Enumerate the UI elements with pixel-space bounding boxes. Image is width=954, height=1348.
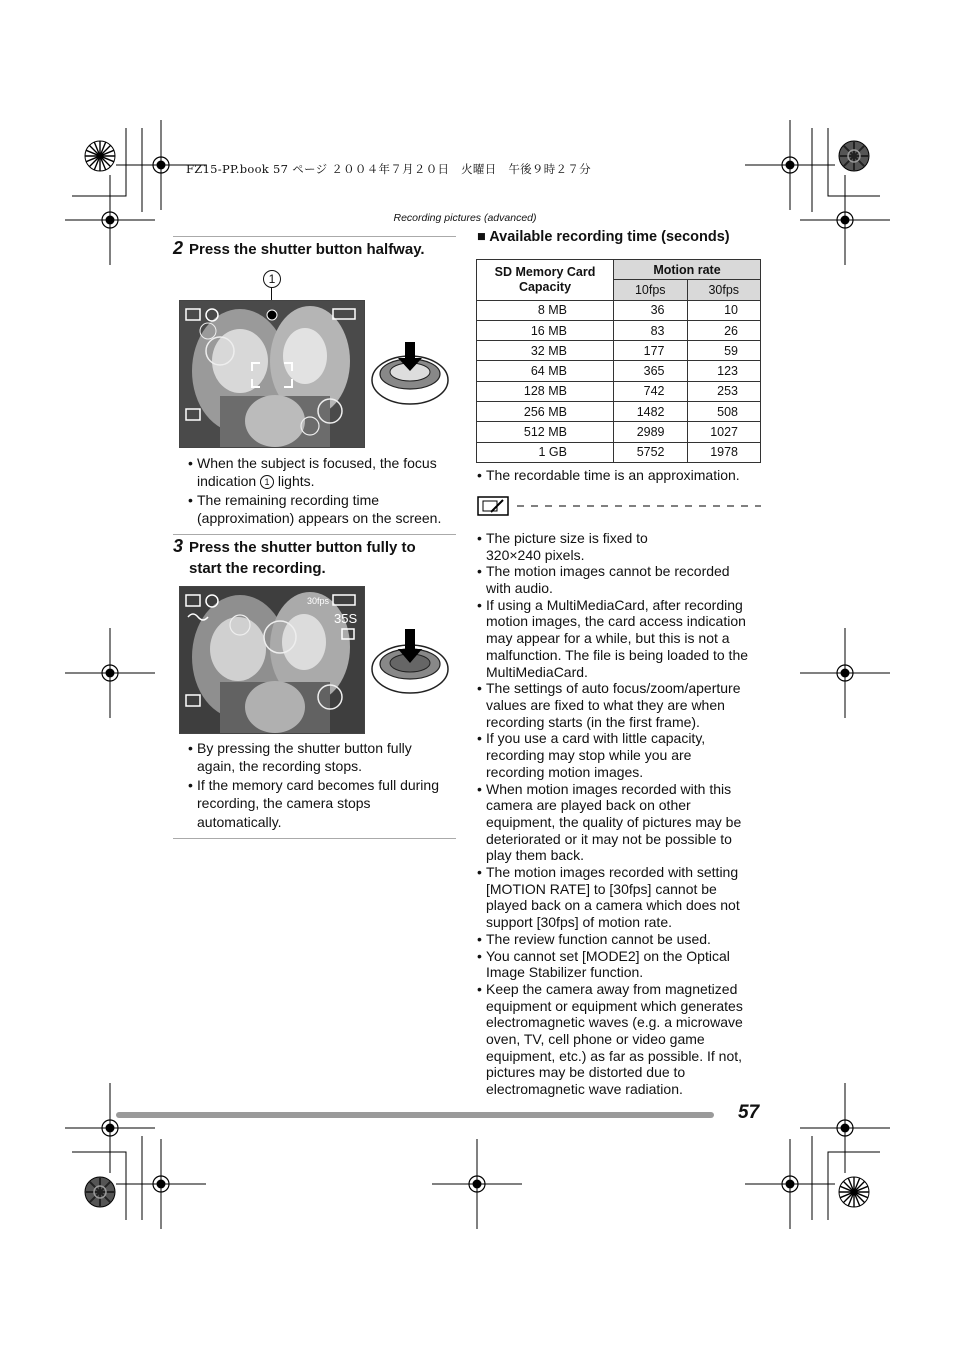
screen-image bbox=[180, 587, 364, 733]
note-text-line: camera are played back on other bbox=[486, 797, 691, 814]
step-title-line: start the recording. bbox=[189, 560, 326, 577]
page-number: 57 bbox=[738, 1102, 760, 1123]
table-row: 8 MB 36 10 bbox=[477, 300, 761, 320]
note-text-line: values are fixed to what they are when bbox=[486, 696, 725, 713]
header-capacity: SD Memory Card Capacity bbox=[477, 260, 614, 301]
note-text-line: equipment, etc.) as far as possible. If not, bbox=[486, 1047, 743, 1064]
step-title: Press the shutter button halfway. bbox=[189, 241, 425, 258]
note-text-line: You cannot set [MODE2] on the Optical bbox=[486, 947, 730, 964]
camera-screen-halfway bbox=[179, 300, 365, 448]
note-text-line: with audio. bbox=[486, 580, 553, 597]
header-motion-rate: Motion rate bbox=[614, 260, 761, 280]
note-text-line: If using a MultiMediaCard, after recording bbox=[486, 596, 743, 613]
table-row: 256 MB 1482 508 bbox=[477, 402, 761, 422]
step-title-line: Press the shutter button fully to bbox=[189, 539, 416, 556]
table-row: 64 MB 365 123 bbox=[477, 361, 761, 381]
note-text-line: [MOTION RATE] to [30fps] cannot be bbox=[486, 880, 717, 897]
header-10fps: 10fps bbox=[614, 280, 688, 300]
step-number: 3 bbox=[173, 536, 184, 556]
shutter-button-fully-icon bbox=[368, 625, 454, 697]
note-text-line: Image Stabilizer function. bbox=[486, 964, 644, 981]
note-icon bbox=[480, 499, 481, 500]
recording-time-table bbox=[476, 259, 761, 463]
note-text-line: deteriorated or it may not be possible to bbox=[486, 830, 732, 847]
note-item: • The motion images cannot be recorded with audio. bbox=[477, 563, 730, 597]
shutter-button-halfway-icon bbox=[368, 338, 454, 410]
running-head: Recording pictures (advanced) bbox=[393, 212, 537, 224]
screen-fps: 30fps bbox=[307, 596, 330, 606]
note-text-line: played back on a camera which does not bbox=[486, 897, 740, 914]
table-row: 512 MB 2989 1027 bbox=[477, 422, 761, 442]
note-text-line: If you use a card with little capacity, bbox=[486, 730, 706, 747]
note-text-line: recording starts (in the first frame). bbox=[486, 713, 700, 730]
note-text-line: oven, TV, cell phone or video game bbox=[486, 1030, 705, 1047]
note-item: • The picture size is fixed to 320×240 pixels. bbox=[477, 530, 648, 563]
header-30fps: 30fps bbox=[687, 280, 761, 300]
note-item: • The motion images recorded with setting [MOTION RATE] to [30fps] cannot be played back on a camera which does not support [30fps] of motion rate. bbox=[477, 864, 740, 931]
note-text-line: recording motion images. bbox=[486, 763, 644, 780]
note-item: • When motion images recorded with this camera are played back on other equipment, the quality of pictures may be deteriorated or it may not be possible to play them back. bbox=[477, 780, 742, 864]
note-text-line: malfunction. The file is being loaded to the bbox=[486, 646, 749, 663]
bullet-focus: • When the subject is focused, the focus indication 1 lights. bbox=[188, 455, 437, 489]
note-item: • Keep the camera away from magnetized equipment or equipment which generates electromagnetic waves (e.g. a microwave oven, TV, cell phone or video game equipment, etc.) as far as possible. If not, pictures may be distorted due to electromagnetic wave radiation. bbox=[477, 980, 743, 1098]
bullet-remaining-time: • The remaining recording time (approximation) appears on the screen. bbox=[188, 492, 442, 526]
note-text-line: equipment or equipment which generates bbox=[486, 997, 743, 1014]
divider bbox=[173, 534, 456, 535]
table-row: 128 MB 742 253 bbox=[477, 381, 761, 401]
table-row: 32 MB 177 59 bbox=[477, 341, 761, 361]
camera-screen-recording bbox=[179, 586, 365, 734]
table-row: 1 GB 5752 1978 bbox=[477, 442, 761, 462]
divider bbox=[173, 236, 456, 237]
note-item: • If using a MultiMediaCard, after recording motion images, the card access indication may appear for a while, but this is not a malfunction. The file is being loaded to the MultiMediaCard. bbox=[477, 596, 749, 680]
note-text-line: The picture size is fixed to bbox=[486, 530, 648, 546]
note-item: • The settings of auto focus/zoom/aperture values are fixed to what they are when recording starts (in the first frame). bbox=[477, 680, 741, 730]
bullet-card-full: • If the memory card becomes full during recording, the camera stops automatically. bbox=[188, 777, 439, 830]
note-text-line: electromagnetic wave radiation. bbox=[486, 1081, 683, 1098]
note-text-line: may appear for a while, but this is not a bbox=[486, 630, 730, 647]
note-item: • You cannot set [MODE2] on the Optical Image Stabilizer function. bbox=[477, 947, 730, 981]
step-number: 2 bbox=[173, 238, 184, 258]
divider bbox=[173, 838, 456, 839]
note-text-line: play them back. bbox=[486, 847, 585, 864]
note-text-line: electromagnetic waves (e.g. a microwave bbox=[486, 1014, 743, 1031]
table-row: 16 MB 83 26 bbox=[477, 320, 761, 340]
section-title: ■ Available recording time (seconds) bbox=[477, 229, 730, 245]
note-text-line: MultiMediaCard. bbox=[486, 663, 588, 680]
note-text-line: recording may stop while you are bbox=[486, 747, 692, 764]
note-text-line: pictures may be distorted due to bbox=[486, 1064, 686, 1081]
note-text-line: equipment, the quality of pictures may be bbox=[486, 813, 742, 830]
note-text-line: The review function cannot be used. bbox=[486, 930, 711, 947]
note-item: • If you use a card with little capacity, recording may stop while you are recording motion images. bbox=[477, 730, 706, 780]
note-text-line: When motion images recorded with this bbox=[486, 780, 732, 797]
callout-1: 1 bbox=[263, 270, 281, 288]
print-header: FZ15-PP.book 57 ページ ２００４年７月２０日 火曜日 午後９時２７分 bbox=[186, 162, 591, 176]
note-text-line: 320×240 pixels. bbox=[486, 546, 585, 563]
note-divider bbox=[477, 496, 762, 518]
note-item: • The review function cannot be used. bbox=[477, 930, 711, 947]
note-text-line: The motion images cannot be recorded bbox=[486, 563, 730, 580]
note-text-line: The motion images recorded with setting bbox=[486, 864, 739, 880]
screen-remaining-time: 35S bbox=[334, 611, 358, 626]
callout-1-inline: 1 bbox=[260, 475, 274, 489]
note-text-line: motion images, the card access indication bbox=[486, 613, 746, 630]
screen-image bbox=[180, 301, 364, 447]
note-text-line: support [30fps] of motion rate. bbox=[486, 914, 672, 931]
note-text-line: Keep the camera away from magnetized bbox=[486, 980, 738, 997]
note-text-line: The settings of auto focus/zoom/aperture bbox=[486, 680, 741, 697]
bullet-stop: • By pressing the shutter button fully again, the recording stops. bbox=[188, 740, 412, 775]
